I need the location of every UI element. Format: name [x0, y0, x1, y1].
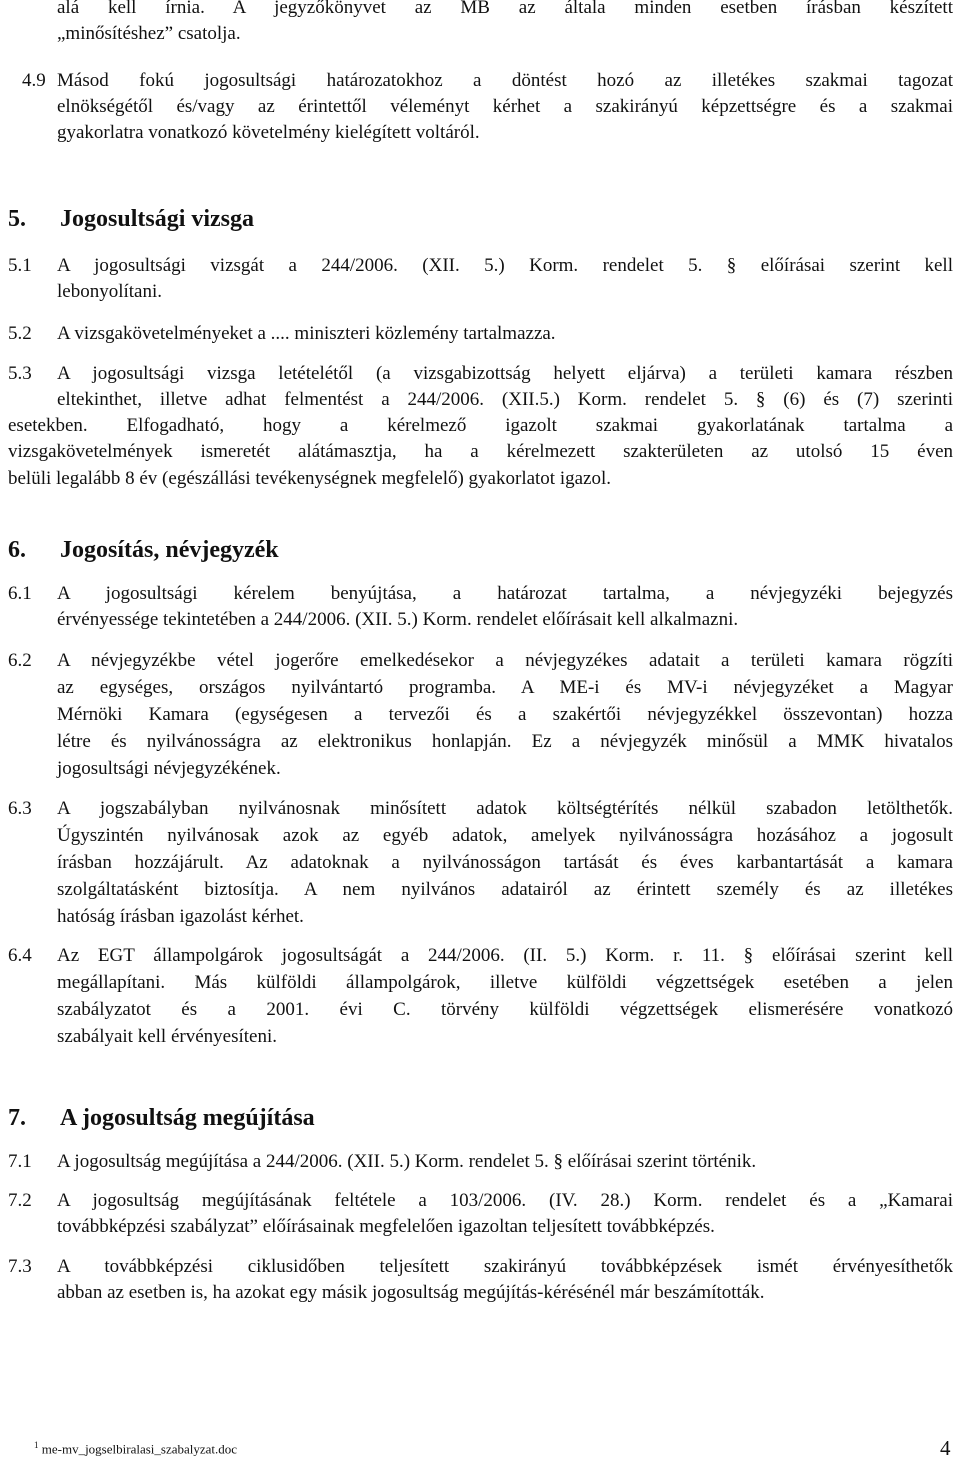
section-number: 5.3 — [8, 363, 32, 384]
text-line: hatóság írásban igazolást kérhet. — [57, 906, 304, 927]
text-line: vizsgakövetelmények ismeretét alátámasztja, ha a kérelmezett szakterületen az utolsó 15 éven — [8, 441, 953, 462]
text-line: szabályzatot és a 2001. évi C. törvény külföldi végzettségek elismerésére vonatkozó — [57, 999, 953, 1020]
section-number: 6.4 — [8, 945, 32, 966]
page-number: 4 — [940, 1436, 951, 1460]
text-line: esetekben. Elfogadható, hogy a kérelmező igazolt szakmai gyakorlatának tartalma a — [8, 415, 953, 436]
text-line: érvényessége tekintetében a 244/2006. (XII. 5.) Korm. rendelet előírásait kell alkalmazni. — [57, 609, 739, 630]
text-line: belüli legalább 8 év (egészállási tevékenységnek megfelelő) gyakorlatot igazol. — [8, 468, 612, 489]
text-line: A jogosultsági vizsga letételétől (a vizsgabizottság helyett eljárva) a területi kamara részben — [57, 363, 953, 384]
section-number: 5.2 — [8, 323, 32, 344]
text-line: továbbképzési szabályzat” előírásainak megfelelően igazoltan teljesített továbbképzés. — [57, 1216, 715, 1237]
text-line: A jogszabályban nyilvánosnak minősített adatok költségtérítés nélkül szabadon letölthetők. — [57, 798, 953, 819]
text-line: szabályait kell érvényesíteni. — [57, 1026, 277, 1047]
footer-filename-text: me-mv_jogselbiralasi_szabalyzat.doc — [41, 1441, 238, 1457]
section-number: 6.2 — [8, 650, 32, 671]
text-line: abban az esetben is, ha azokat egy másik jogosultság megújítás-kérésénél már beszámították. — [57, 1282, 765, 1303]
text-line: A jogosultsági vizsgát a 244/2006. (XII. 5.) Korm. rendelet 5. § előírásai szerint kell — [57, 255, 953, 276]
footer-filename — [34, 1437, 237, 1457]
heading-number: 6. — [8, 537, 26, 563]
text-line: megállapítani. Más külföldi állampolgárok, illetve külföldi végzettségek esetében a jelen — [57, 972, 953, 993]
text-line: alá kell írnia. A jegyzőkönyvet az MB az általa minden esetben írásban készített — [57, 0, 953, 18]
section-heading — [8, 204, 254, 234]
text-line: jogosultsági névjegyzékének. — [57, 758, 281, 779]
text-line: eltekinthet, illetve adhat felmentést a 244/2006. (XII.5.) Korm. rendelet 5. § (6) és (7) szerinti — [57, 389, 953, 410]
heading-number: 7. — [8, 1105, 26, 1131]
text-line: létre és nyilvánosságra az elektronikus honlapján. Ez a névjegyzék minősül a MMK hivatalos — [57, 731, 953, 752]
text-line: A jogosultság megújítása a 244/2006. (XII. 5.) Korm. rendelet 5. § előírásai szerint történik. — [57, 1151, 757, 1172]
heading-number: 5. — [8, 206, 26, 232]
text-line: lebonyolítani. — [57, 281, 163, 302]
text-line: Az EGT állampolgárok jogosultságát a 244/2006. (II. 5.) Korm. r. 11. § előírásai szerint kell — [57, 945, 953, 966]
heading-title: Jogosítás, névjegyzék — [60, 537, 279, 563]
section-heading — [8, 1103, 315, 1133]
text-line: Mérnöki Kamara (egységesen a tervezői és a szakértői névjegyzékkel összevontan) hozza — [57, 704, 953, 725]
section-number: 5.1 — [8, 255, 32, 276]
text-line: gyakorlatra vonatkozó követelmény kielégített voltáról. — [57, 122, 480, 143]
text-line: A jogosultsági kérelem benyújtása, a határozat tartalma, a névjegyzéki bejegyzés — [57, 583, 953, 604]
text-line: Úgyszintén nyilvánosak azok az egyéb adatok, amelyek nyilvánosságra hozásához a jogosult — [57, 825, 953, 846]
section-number: 7.3 — [8, 1256, 32, 1277]
text-line: szolgáltatásként biztosítja. A nem nyilvános adatairól az érintett személy és az illetékes — [57, 879, 953, 900]
text-line: A névjegyzékbe vétel jogerőre emelkedésekor a névjegyzékes adatait a területi kamara rögzíti — [57, 650, 953, 671]
section-number: 6.3 — [8, 798, 32, 819]
footnote-mark: 1 — [34, 1440, 39, 1450]
section-heading — [8, 535, 279, 565]
section-number: 7.2 — [8, 1190, 32, 1211]
text-line: A jogosultság megújításának feltétele a 103/2006. (IV. 28.) Korm. rendelet és a „Kamarai — [57, 1190, 953, 1211]
heading-title: A jogosultság megújítása — [60, 1105, 315, 1131]
text-line: az egységes, országos nyilvántartó programba. A ME-i és MV-i névjegyzéket a Magyar — [57, 677, 953, 698]
text-line: A vizsgakövetelményeket a .... miniszteri közlemény tartalmazza. — [57, 323, 556, 344]
section-number: 4.9 — [22, 70, 46, 91]
text-line: A továbbképzési ciklusidőben teljesített szakirányú továbbképzések ismét érvényesíthetők — [57, 1256, 953, 1277]
heading-title: Jogosultsági vizsga — [60, 206, 255, 232]
text-line: Másod fokú jogosultsági határozatokhoz a döntést hozó az illetékes szakmai tagozat — [57, 70, 953, 91]
section-number: 6.1 — [8, 583, 32, 604]
text-line: írásban hozzájárult. Az adatoknak a nyilvánosságon tartását és éves karbantartását a kamara — [57, 852, 953, 873]
text-line: elnökségétől és/vagy az érintettől véleményt kérhet a szakirányú képzettségre és a szakmai — [57, 96, 953, 117]
section-number: 7.1 — [8, 1151, 32, 1172]
text-line: „minősítéshez” csatolja. — [57, 23, 241, 44]
